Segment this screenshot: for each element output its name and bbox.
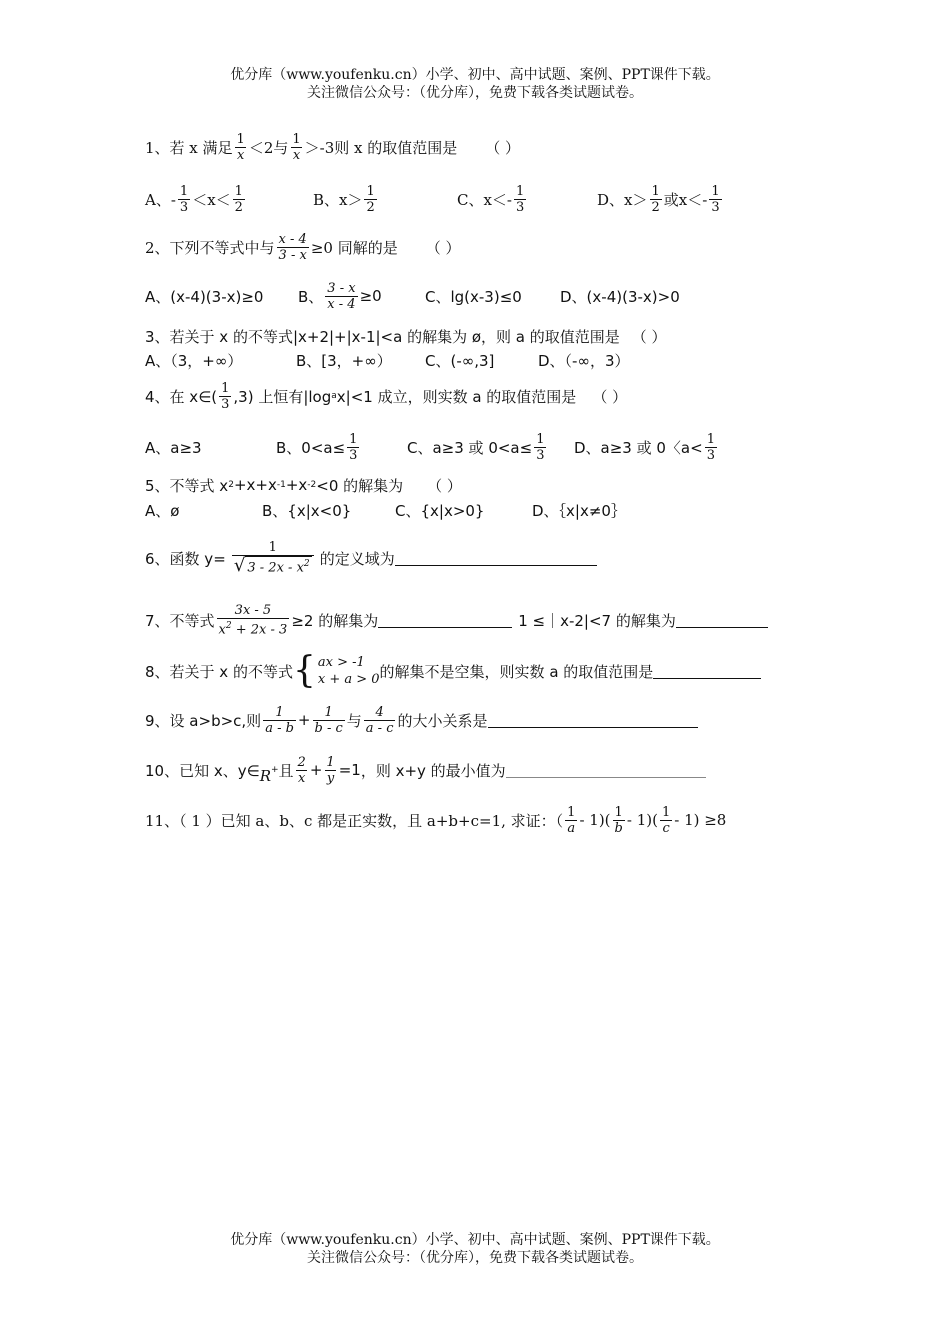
q1-frac-a: $\frac{1}{x}$ [236,131,245,163]
q2-paren: （ ） [425,238,461,257]
q3-option-b: B、[3，+∞） [296,352,392,370]
q5-option-a: A、ø [145,502,180,520]
q2-option-b: B、 $\frac{3 - x}{x - 4}$ ≥0 [298,280,382,312]
q1-option-d: D、x＞ $\frac{1}{2}$ 或x＜- $\frac{1}{3}$ [597,183,720,215]
q3-option-a: A、（3，+∞） [145,352,243,370]
q1-option-a: A、- $\frac{1}{3}$ ＜x＜ $\frac{1}{2}$ [145,183,243,215]
q6-frac: 1 √ $3 - 2x - x^2$ [228,540,318,575]
q1-option-b: B、x＞ $\frac{1}{2}$ [313,183,375,215]
q4-option-b: B、0<a≤ $\frac{1}{3}$ [276,431,358,463]
q3-option-c: C、(-∞,3] [425,352,495,370]
q6-answer-blank[interactable] [395,551,597,566]
header-line-2: 关注微信公众号：（优分库），免费下载各类试题试卷。 [307,85,643,101]
question-1 [145,128,520,166]
q4-option-c: C、a≥3 或 0<a≤ $\frac{1}{3}$ [407,431,545,463]
footer-line-2: 关注微信公众号：（优分库），免费下载各类试题试卷。 [307,1250,643,1266]
question-5: 5、不等式 x 2 +x+x -1 +x -2 <0 的解集为 （ ） [145,476,462,495]
question-4: 4、在 x∈( $\frac{1}{3}$ ,3) 上恒有|log a x|<1 成立，则实数 a 的取值范围是 （ ） [145,380,628,412]
q1-prefix: 1、若 x 满足 [145,138,233,157]
q8-answer-blank[interactable] [653,664,761,679]
q5-paren: （ ） [427,476,462,495]
q4-option-d: D、a≥3 或 0〈a< $\frac{1}{3}$ [574,431,715,463]
q5-option-b: B、{x|x<0} [262,502,352,520]
q1-mid2: ＞-3则 x 的取值范围是 [304,138,458,157]
q10-answer-blank[interactable] [506,763,706,778]
question-11: 11、（ 1 ）已知 a、b、c 都是正实数，且 a+b+c=1, 求证：（ $\frac{1}{a}$ - 1)( $\frac{1}{b}$ - 1)( $\frac{1}{c}$ - 1) ≥8 [145,804,727,836]
q2-frac: $\frac{x - 4}{3 - x}$ [278,231,307,263]
q7-frac: $\frac{3x - 5}{x^2 + 2x - 3}$ [218,602,288,638]
question-3 [145,326,667,346]
q1-mid1: ＜2与 [248,138,289,157]
question-10: 10、已知 x、y∈ R + 且 $\frac{2}{x}$ + $\frac{1}{y}$ =1 ，则 x+y 的最小值为 [145,750,706,790]
q7-answer-blank-1[interactable] [378,613,512,628]
q1-frac-b: $\frac{1}{x}$ [292,131,301,163]
header-line-1: 优分库（www.youfenku.cn）小学、初中、高中试题、案例、PPT课件下载。 [230,67,720,83]
q2-prefix: 2、下列不等式中与 [145,238,275,257]
q2-option-c: C、lg(x-3)≤0 [425,287,522,306]
footer-line-1: 优分库（www.youfenku.cn）小学、初中、高中试题、案例、PPT课件下载。 [230,1232,720,1248]
question-9: 9、设 a>b>c,则 $\frac{1}{a - b}$ + $\frac{1}{b - c}$ 与 $\frac{4}{a - c}$ 的大小关系是 [145,700,698,740]
question-6: 6、函数 y= 1 √ $3 - 2x - x^2$ 的定义域为 [145,532,597,584]
q2-option-a: A、(x-4)(3-x)≥0 [145,287,264,306]
q3-option-d: D、（-∞，3） [538,352,630,370]
q3-text: 3、若关于 x 的不等式|x+2|+|x-1|<a 的解集为 ø，则 a 的取值范围是 [145,327,620,346]
q2-option-d: D、(x-4)(3-x)>0 [560,287,680,306]
q1-option-c: C、x＜- $\frac{1}{3}$ [457,183,525,215]
q2-suffix: ≥0 同解的是 [310,238,398,257]
q3-paren: （ ） [631,327,667,346]
q5-option-d: D、｛x|x≠0｝ [532,502,626,520]
q7-answer-blank-2[interactable] [676,613,768,628]
q8-system: { ax > -1 x + a > 0 [292,650,380,691]
q4-option-a: A、a≥3 [145,438,202,457]
question-8: 8、若关于 x 的不等式 { ax > -1 x + a > 0 的解集不是空集，则实数 a 的取值范围是 [145,650,761,692]
q4-paren: （ ） [592,387,628,406]
q1-paren: （ ） [485,138,521,157]
question-2 [145,227,460,267]
question-7: 7、不等式 $\frac{3x - 5}{x^2 + 2x - 3}$ ≥2 的解集为 1 ≤｜x-2|<7 的解集为 [145,600,768,640]
q5-option-c: C、{x|x>0} [395,502,485,520]
q9-answer-blank[interactable] [488,713,698,728]
